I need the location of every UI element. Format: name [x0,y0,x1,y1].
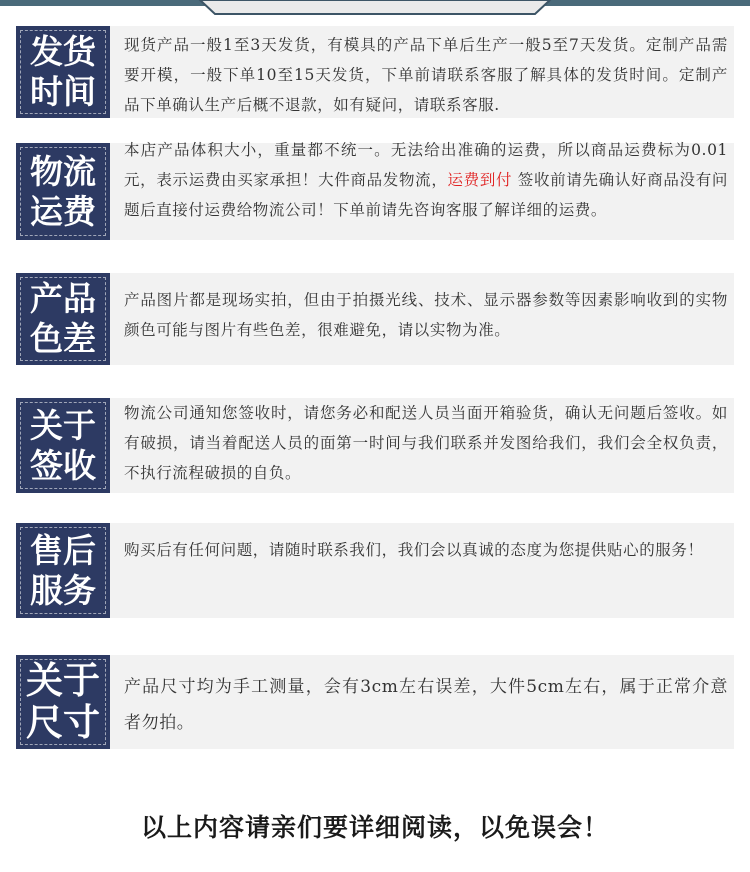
label-line-1: 售后 [30,530,96,570]
section-text: 产品图片都是现场实拍，但由于拍摄光线、技术、显示器参数等因素影响收到的实物颜色可能与图片有些色差，很难避免，请以实物为准。 [124,291,728,339]
section-color-difference [16,273,734,365]
section-label [16,398,110,493]
text-before: 本店产品体积大小，重量都不统一。无法给出准确的运费，所以商品运费标为0.01元，表示运费由买家承担！大件商品发物流， [124,141,728,189]
section-label [16,655,110,749]
section-label [16,26,110,118]
label-line-2: 签收 [30,445,96,485]
top-banner-decoration [0,0,750,16]
section-text: 现货产品一般1至3天发货，有模具的产品下单后生产一般5至7天发货。定制产品需要开模，一般下单10至15天发货，下单前请联系客服了解具体的发货时间。定制产品下单确认生产后概不退款，如有疑问，请联系客服. [124,36,728,114]
label-line-2: 色差 [30,319,96,358]
label-line-1: 关于 [26,659,100,702]
section-label [16,523,110,618]
section-label [16,273,110,365]
section-receipt [16,398,734,493]
label-line-1: 关于 [30,405,96,445]
label-line-2: 尺寸 [26,701,100,744]
shipping-collect-highlight: 运费到付 [447,171,513,189]
label-line-1: 产品 [30,279,96,318]
section-text: 产品尺寸均为手工测量，会有3cm左右误差，大件5cm左右，属于正常介意者勿拍。 [124,677,728,733]
text-after: 签收前请先确认好商品没有问题后直接付运费给物流公司！下单前请先咨询客服了解详细的运费。 [124,171,728,219]
label-line-1: 发货 [30,32,96,71]
label-line-2: 时间 [30,72,96,111]
section-text: 物流公司通知您签收时，请您务必和配送人员当面开箱验货，确认无问题后签收。如有破损，请当着配送人员的面第一时间与我们联系并发图给我们，我们会全权负责，不执行流程破损的自负。 [124,404,728,482]
label-line-2: 服务 [30,570,96,610]
section-shipping-time [16,26,734,118]
label-line-1: 物流 [30,151,96,191]
section-label [16,143,110,240]
section-logistics-fee [16,143,734,240]
section-dimensions [16,655,734,749]
label-line-2: 运费 [30,191,96,231]
section-text: 购买后有任何问题，请随时联系我们，我们会以真诚的态度为您提供贴心的服务！ [124,541,704,559]
section-after-sales [16,523,734,618]
section-text [124,135,728,225]
footer-notice: 以上内容请亲们要详细阅读，以免误会！ [140,813,609,842]
